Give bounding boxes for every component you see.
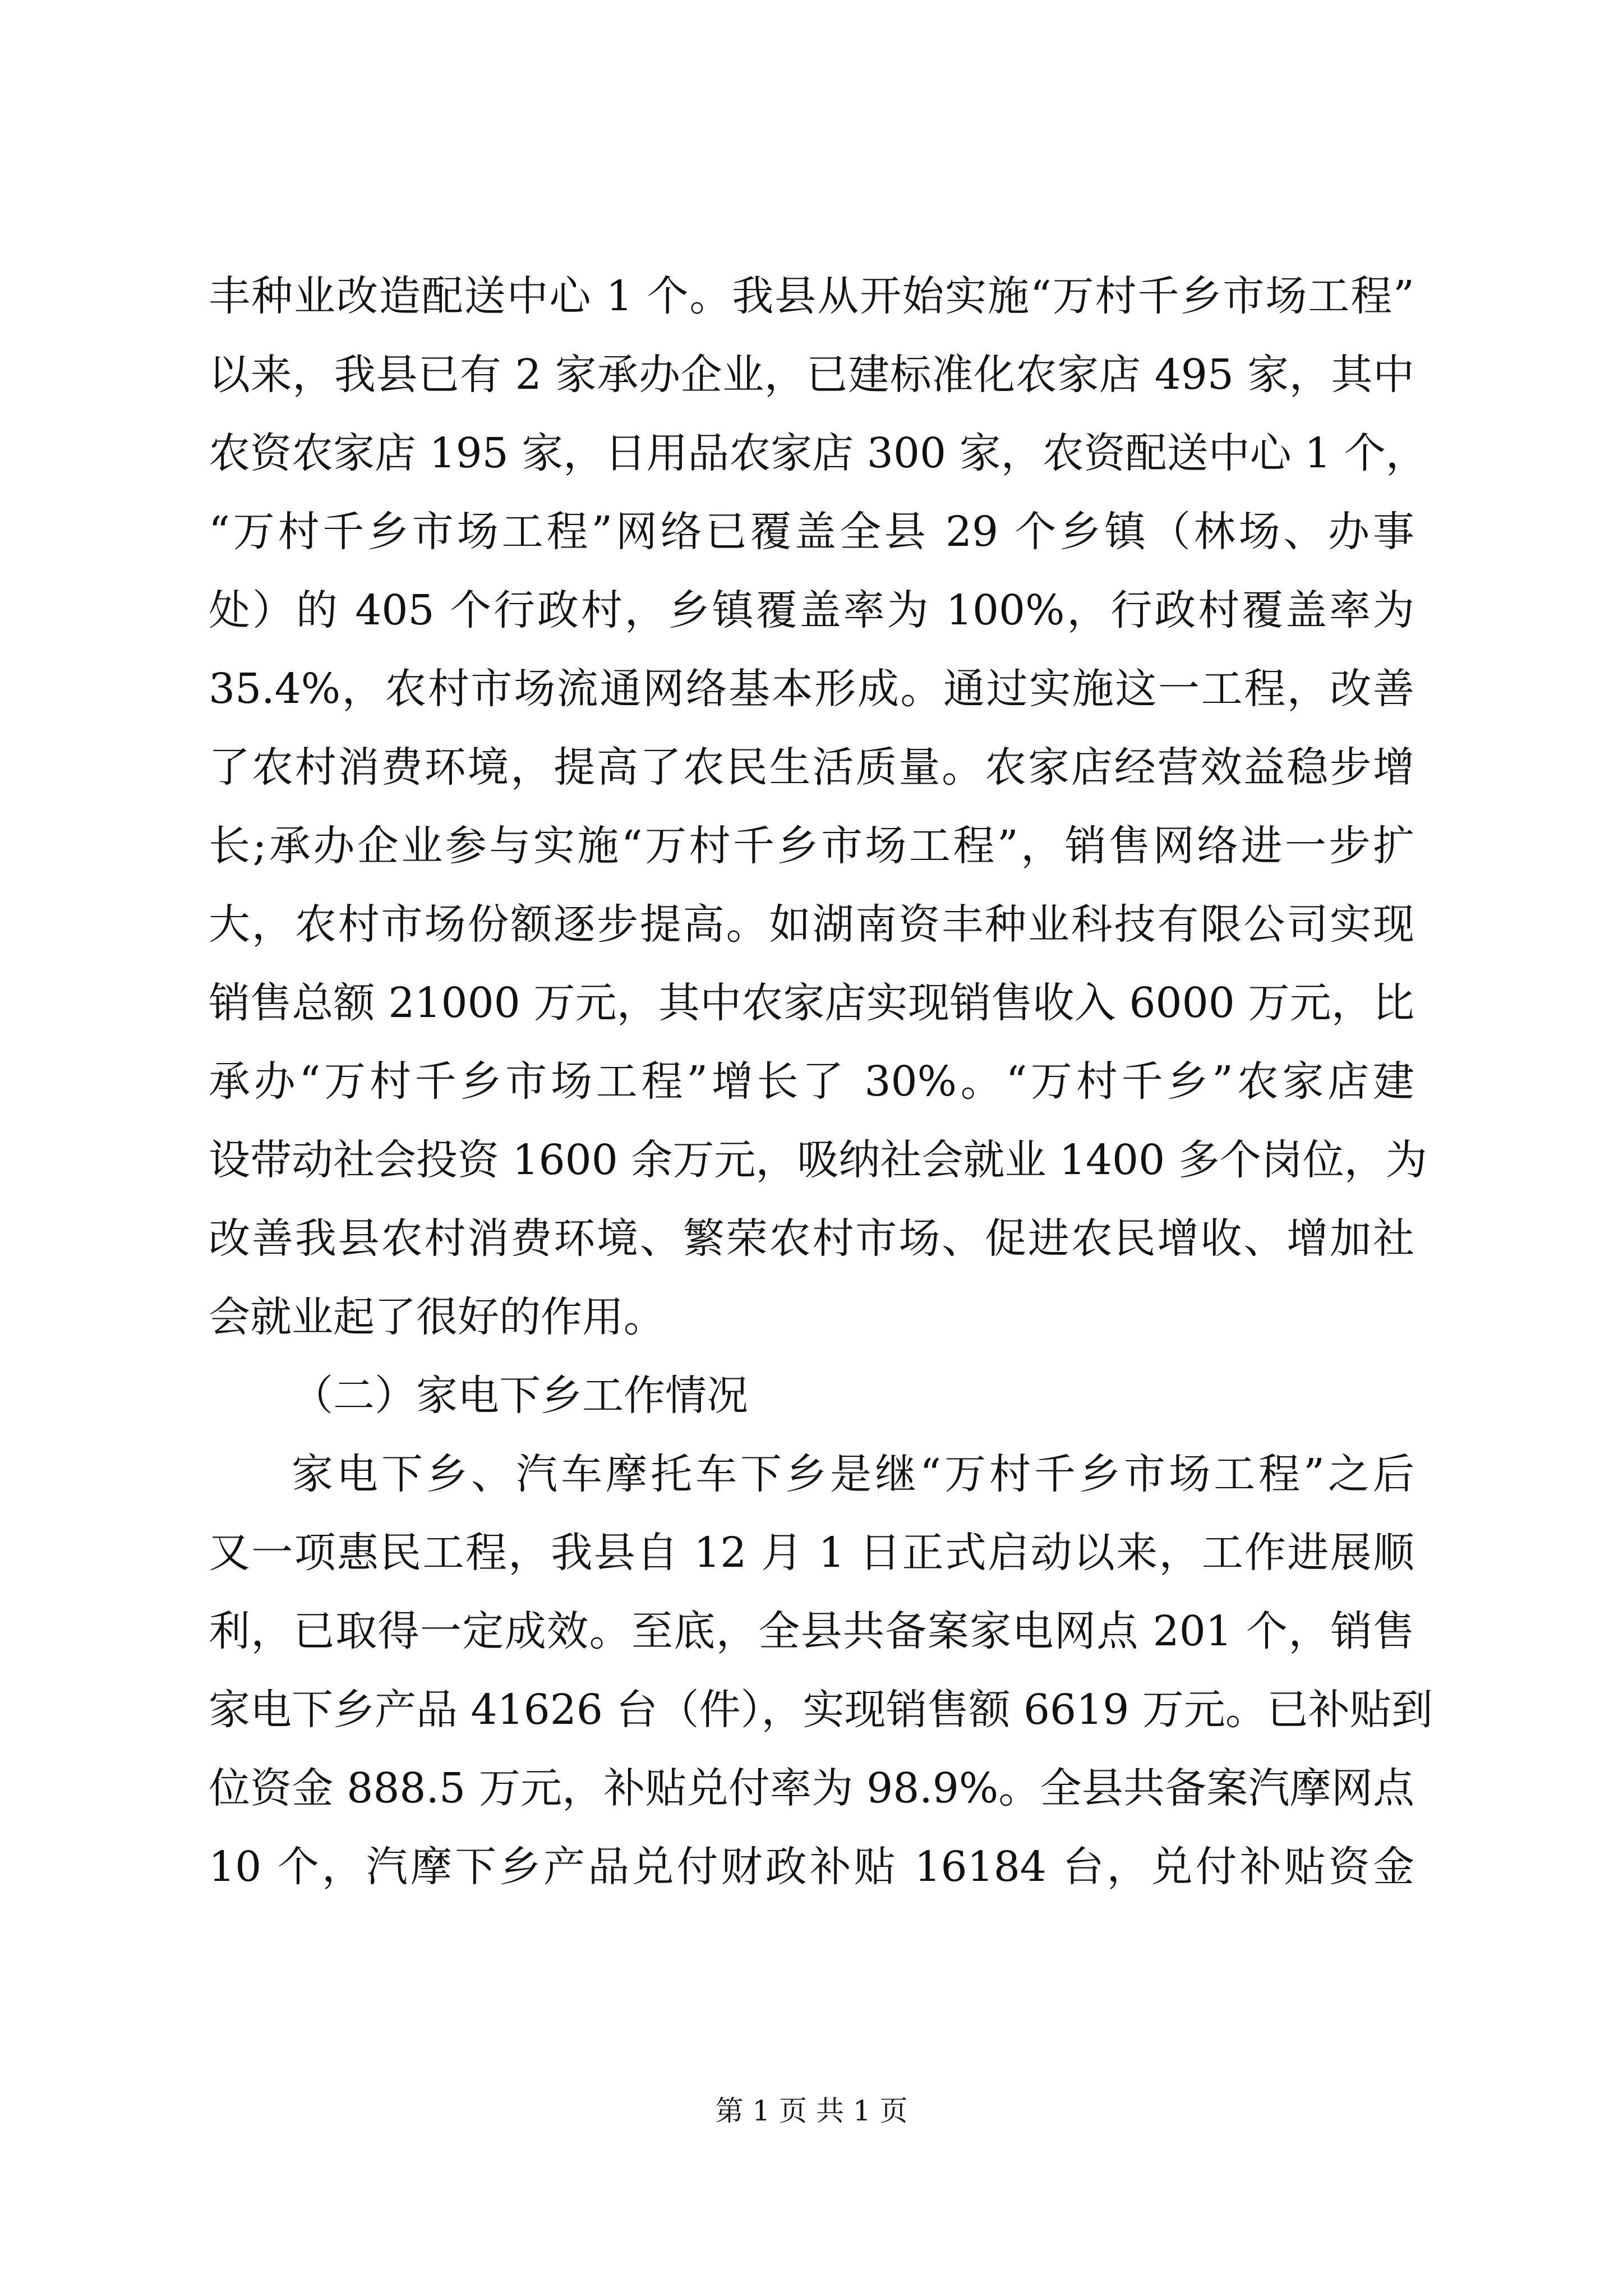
- paragraph-1-line: 会就业起了很好的作用。: [209, 1293, 665, 1341]
- paragraph-1-line: 处）的 405 个行政村，乡镇覆盖率为 100%，行政村覆盖率为: [209, 586, 1414, 634]
- paragraph-1-line: 改善我县农村消费环境、繁荣农村市场、促进农民增收、增加社: [209, 1214, 1414, 1263]
- paragraph-2-line: 利，已取得一定成效。至底，全县共备案家电网点 201 个，销售: [209, 1607, 1414, 1655]
- paragraph-2-line: 又一项惠民工程，我县自 12 月 1 日正式启动以来，工作进展顺: [209, 1529, 1414, 1577]
- paragraph-1-line: 以来，我县已有 2 家承办企业，已建标准化农家店 495 家，其中: [209, 351, 1414, 399]
- page-footer: 第 1 页 共 1 页: [715, 2095, 908, 2127]
- paragraph-1-line: 35.4%，农村市场流通网络基本形成。通过实施这一工程，改善: [209, 665, 1414, 713]
- paragraph-1-line: 了农村消费环境，提高了农民生活质量。农家店经营效益稳步增: [209, 743, 1414, 792]
- paragraph-1-line: 承办“万村千乡市场工程”增长了 30%。“万村千乡”农家店建: [209, 1057, 1414, 1106]
- paragraph-1-line: 大，农村市场份额逐步提高。如湖南资丰种业科技有限公司实现: [209, 900, 1414, 949]
- paragraph-1-line: “万村千乡市场工程”网络已覆盖全县 29 个乡镇（林场、办事: [209, 508, 1414, 556]
- paragraph-1-line: 销售总额 21000 万元，其中农家店实现销售收入 6000 万元，比: [209, 979, 1414, 1027]
- paragraph-1-line: 农资农家店 195 家，日用品农家店 300 家，农资配送中心 1 个，: [209, 429, 1427, 477]
- paragraph-2-line: 位资金 888.5 万元，补贴兑付率为 98.9%。全县共备案汽摩网点: [209, 1764, 1414, 1812]
- paragraph-2-line: 家电下乡产品 41626 台（件），实现销售额 6619 万元。已补贴到: [209, 1686, 1433, 1734]
- section-heading: （二）家电下乡工作情况: [292, 1372, 748, 1420]
- paragraph-2-line: 家电下乡、汽车摩托车下乡是继“万村千乡市场工程”之后: [292, 1450, 1414, 1498]
- paragraph-2-line: 10 个，汽摩下乡产品兑付财政补贴 16184 台，兑付补贴资金: [209, 1843, 1414, 1891]
- paragraph-1-line: 设带动社会投资 1600 余万元，吸纳社会就业 1400 多个岗位，为: [209, 1136, 1427, 1184]
- paragraph-1-line: 丰种业改造配送中心 1 个。我县从开始实施“万村千乡市场工程”: [209, 272, 1414, 320]
- document-body: [209, 257, 1433, 1906]
- paragraph-1-line: 长;承办企业参与实施“万村千乡市场工程”，销售网络进一步扩: [209, 822, 1414, 870]
